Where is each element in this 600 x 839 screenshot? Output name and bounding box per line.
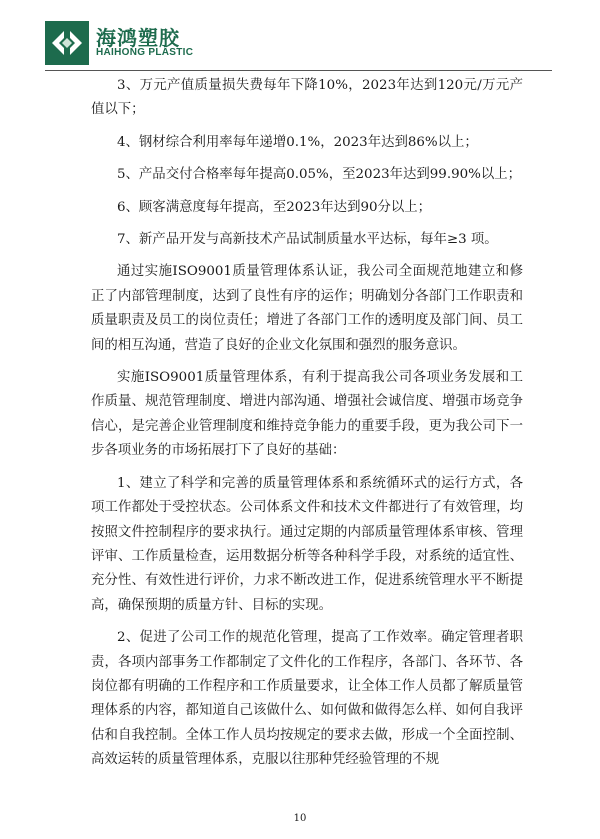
page-header xyxy=(0,0,600,72)
paragraph-implementation: 实施ISO9001质量管理体系，有利于提高我公司各项业务发展和工作质量、规范管理制度、增进内部沟通、增强社会诚信度、增强市场竞争信心，是完善企业管理制度和维持竞争能力的重要手段，更为我公司下一步各项业务的市场拓展打下了良好的基础： xyxy=(91,370,523,459)
paragraph-benefit-1: 1、建立了科学和完善的质量管理体系和系统循环式的运行方式，各项工作都处于受控状态。公司体系文件和技术文件都进行了有效管理，均按照文件控制程序的要求执行。通过定期的内部质量管理体系审核、管理评审、工作质量检查，运用数据分析等各种科学手段，对系统的适宜性、充分性、有效性进行评价，力求不断改进工作，促进系统管理水平不断提高，确保预期的质量方针、目标的实现。 xyxy=(91,475,523,613)
paragraph-target-4: 4、钢材综合利用率每年递增0.1%，2023年达到86%以上； xyxy=(117,134,478,150)
company-name-en: HAIHONG PLASTIC xyxy=(96,47,194,58)
paragraph-target-3: 3、万元产值质量损失费每年下降10%，2023年达到120元/万元产值以下； xyxy=(91,78,523,118)
haihong-logo-icon xyxy=(45,21,89,65)
header-divider xyxy=(45,70,552,71)
paragraph-target-6: 6、顾客满意度每年提高，至2023年达到90分以上； xyxy=(117,199,432,215)
company-name-cn: 海鸿塑胶 xyxy=(96,26,180,50)
paragraph-target-5: 5、产品交付合格率每年提高0.05%，至2023年达到99.90%以上； xyxy=(117,167,522,183)
document-body xyxy=(91,74,523,773)
paragraph-certification: 通过实施ISO9001质量管理体系认证，我公司全面规范地建立和修正了内部管理制度，达到了良性有序的运作；明确划分各部门工作职责和质量职责及员工的岗位责任；增进了各部门工作的透明度及部门间、员工间的相互沟通，营造了良好的企业文化氛围和强烈的服务意识。 xyxy=(91,264,523,353)
page-number: 10 xyxy=(293,813,307,824)
paragraph-benefit-2: 2、促进了公司工作的规范化管理，提高了工作效率。确定管理者职责，各项内部事务工作都制定了文件化的工作程序，各部门、各环节、各岗位都有明确的工作程序和工作质量要求，让全体工作人员都了解质量管理体系的内容，都知道自己该做什么、如何做和做得怎么样、如何自我评估和自我控制。全体工作人员均按规定的要求去做，形成一个全面控制、高效运转的质量管理体系，克服以往那种凭经验管理的不规 xyxy=(91,630,523,768)
paragraph-target-7: 7、新产品开发与高新技术产品试制质量水平达标，每年≥3 项。 xyxy=(117,232,498,248)
